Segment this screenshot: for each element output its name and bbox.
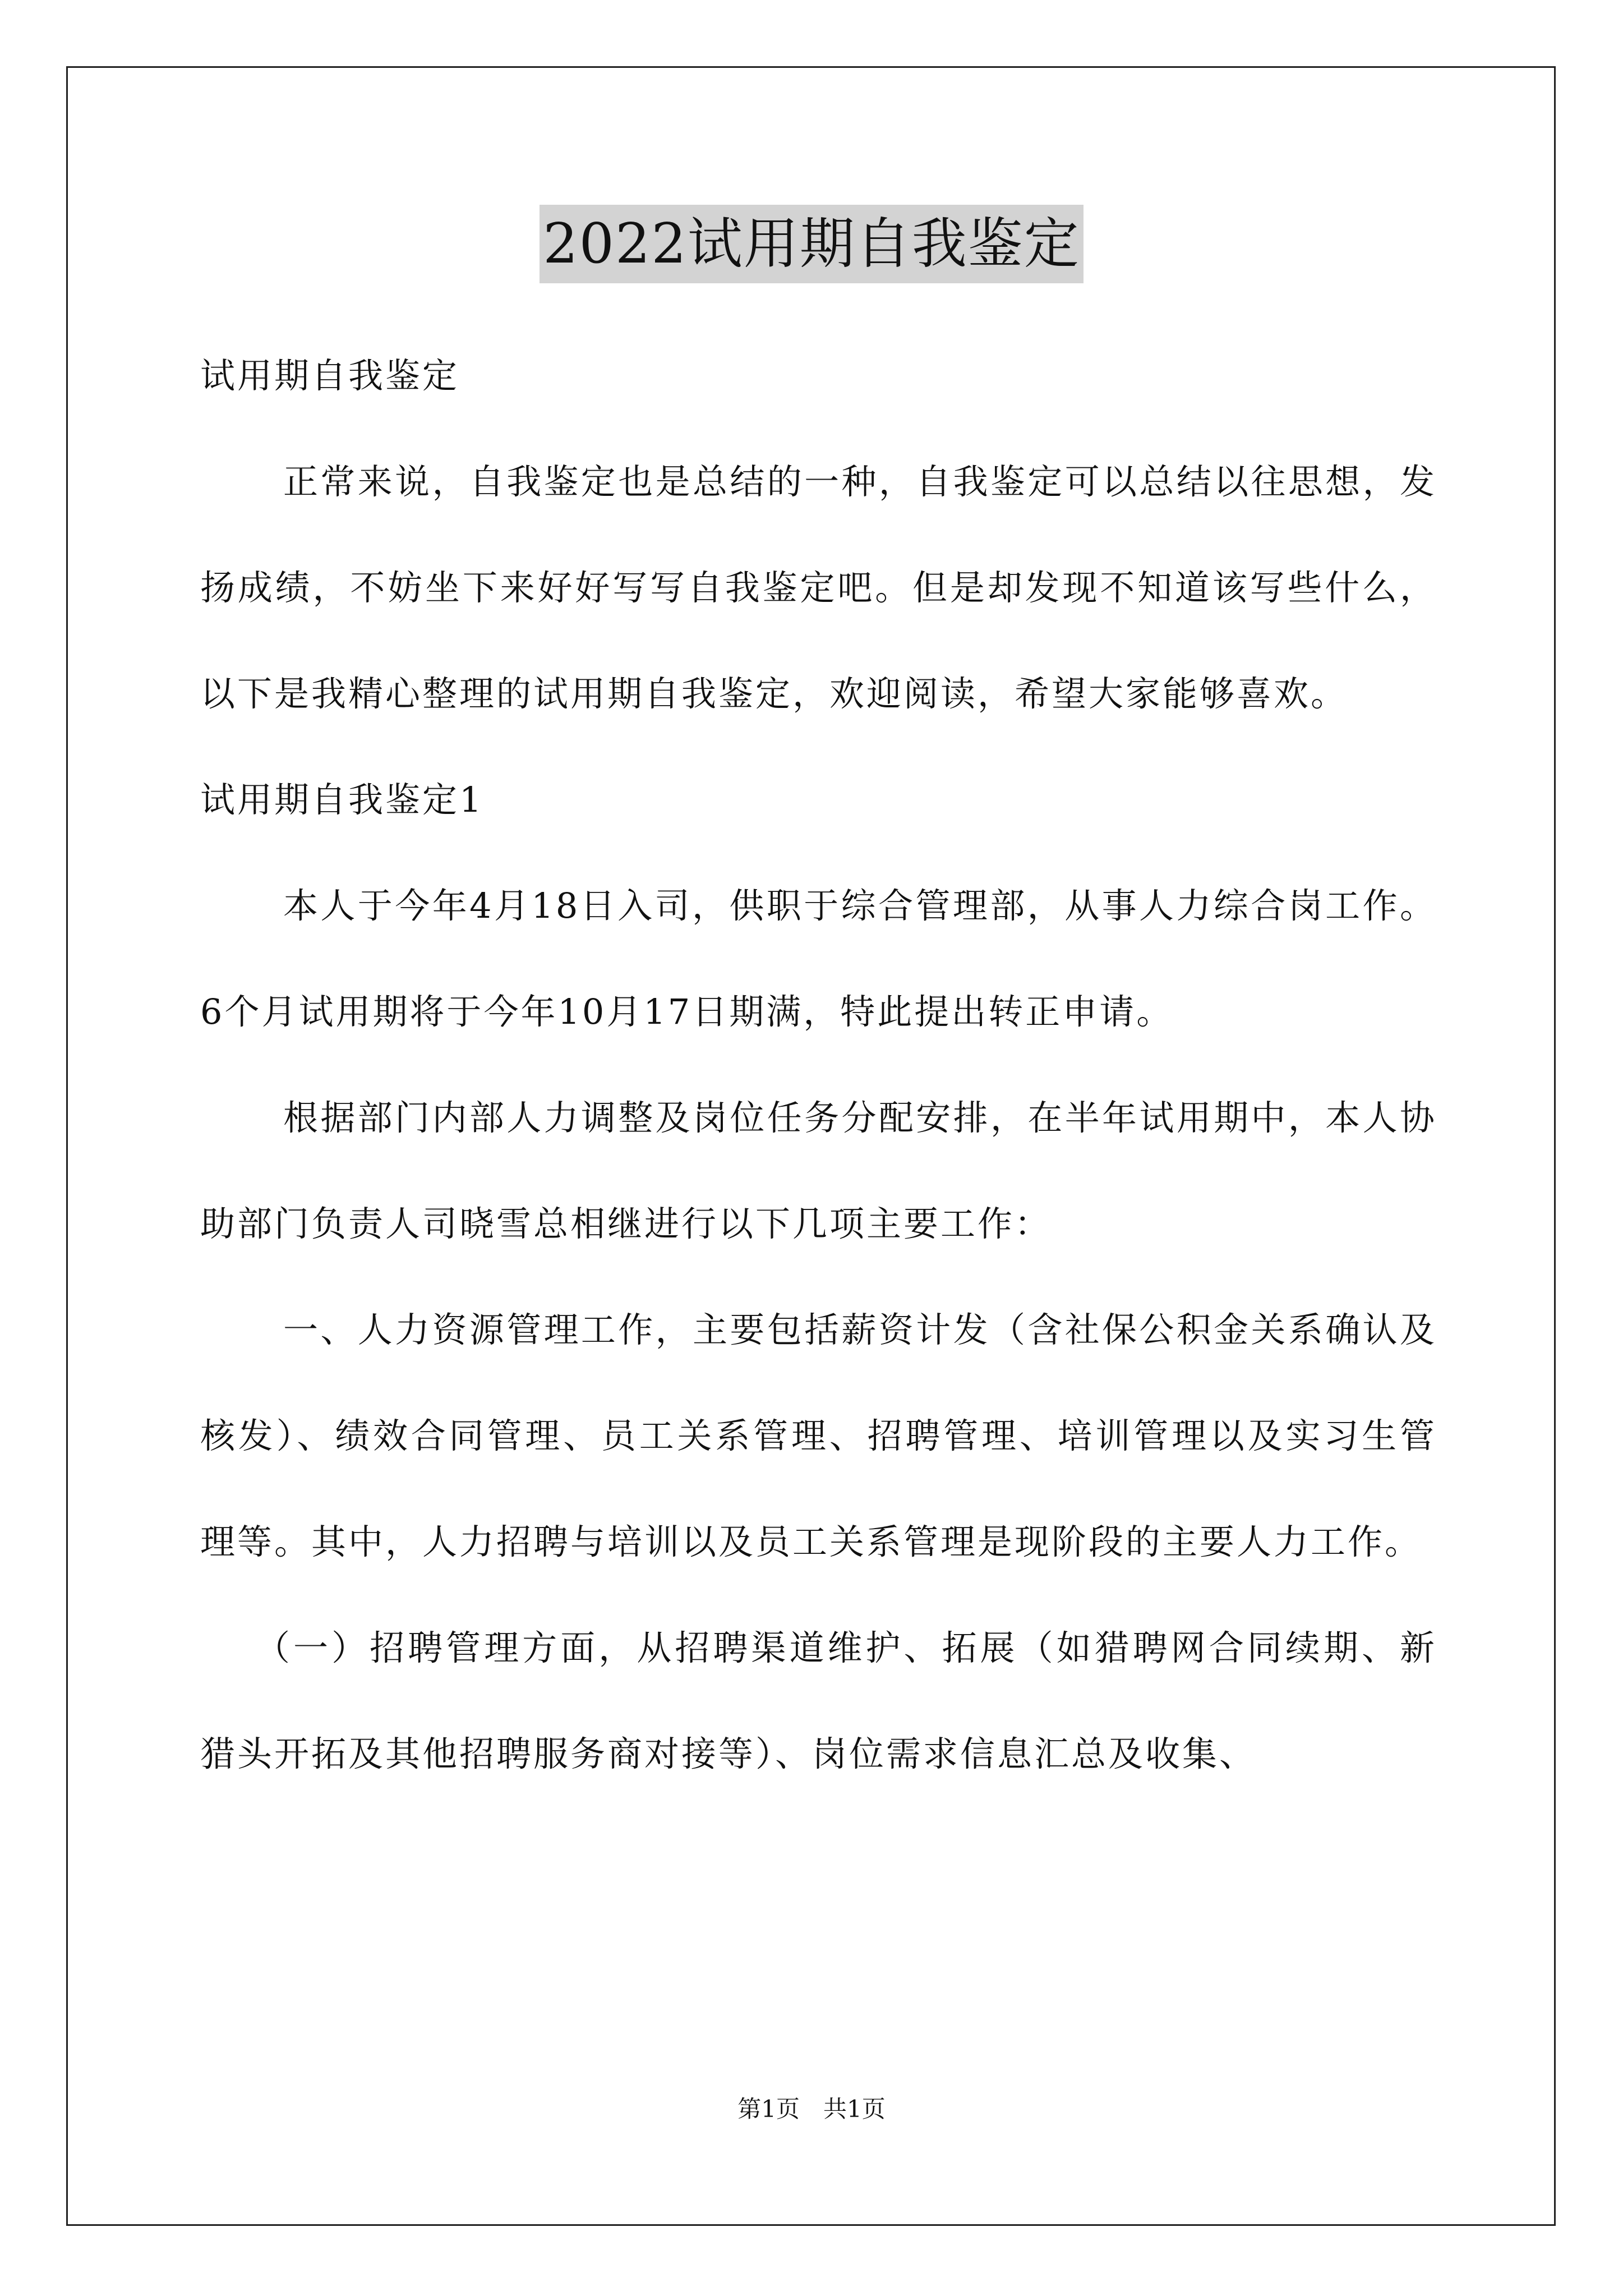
page-footer: [0, 2093, 1623, 2125]
body-paragraph: 根据部门内部人力调整及岗位任务分配安排，在半年试用期中，本人协助部门负责人司晓雪总相继进行以下几项主要工作：: [200, 1097, 1437, 1244]
section-heading: 试用期自我鉴定: [200, 355, 460, 396]
page-total: 共1页: [823, 2095, 886, 2123]
body-paragraph: （一）招聘管理方面，从招聘渠道维护、拓展（如猎聘网合同续期、新猎头开拓及其他招聘服务商对接等）、岗位需求信息汇总及收集、: [200, 1627, 1437, 1774]
body-paragraph: 正常来说，自我鉴定也是总结的一种，自我鉴定可以总结以往思想，发扬成绩，不妨坐下来好好写写自我鉴定吧。但是却发现不知道该写些什么，以下是我精心整理的试用期自我鉴定，欢迎阅读，希望大家能够喜欢。: [200, 461, 1437, 714]
document-title: 2022试用期自我鉴定: [540, 205, 1083, 283]
body-paragraph: 本人于今年4月18日入司，供职于综合管理部，从事人力综合岗工作。6个月试用期将于今年10月17日期满，特此提出转正申请。: [200, 885, 1437, 1032]
document-body: [200, 323, 1437, 1807]
body-paragraph: 一、人力资源管理工作，主要包括薪资计发（含社保公积金关系确认及核发）、绩效合同管理、员工关系管理、招聘管理、培训管理以及实习生管理等。其中，人力招聘与培训以及员工关系管理是现阶段的主要人力工作。: [200, 1309, 1437, 1562]
section-heading: 试用期自我鉴定1: [200, 779, 484, 820]
title-container: [0, 205, 1623, 283]
page-number: 第1页: [737, 2095, 800, 2123]
